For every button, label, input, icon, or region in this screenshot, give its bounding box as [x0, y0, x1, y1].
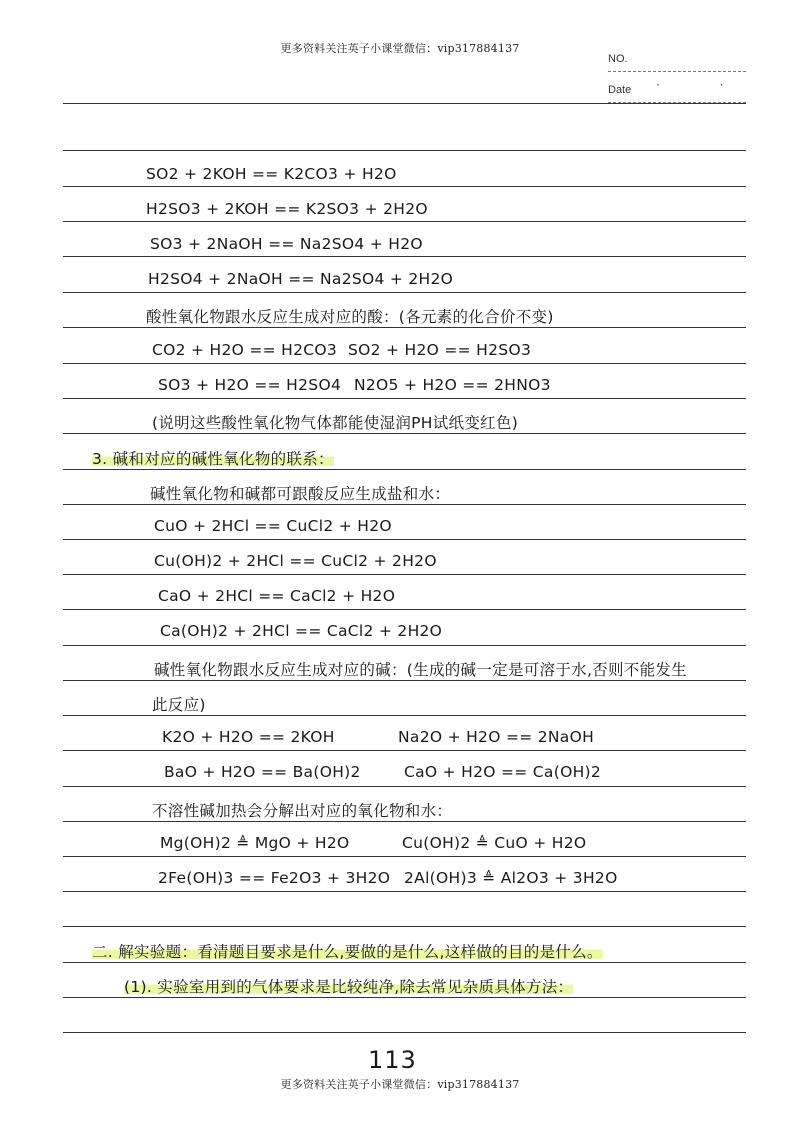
- section-heading-text: 二. 解实验题：看清题目要求是什么,要做的是什么,这样做的目的是什么。: [92, 943, 603, 961]
- ruled-line: [63, 327, 746, 328]
- ruled-line: [63, 680, 746, 681]
- equation-line: CO2 + H2O == H2CO3: [152, 341, 338, 359]
- equation-line: K2O + H2O == 2KOH: [162, 728, 335, 746]
- ruled-line: [63, 150, 746, 151]
- ruled-line: [63, 574, 746, 575]
- ruled-line: [63, 786, 746, 787]
- note-line: [124, 975, 573, 997]
- note-line-text: (1). 实验室用到的气体要求是比较纯净,除去常见杂质具体方法：: [124, 978, 574, 996]
- page-number: 113: [368, 1046, 417, 1074]
- ruled-line: [63, 856, 746, 857]
- section-heading-text: 3. 碱和对应的碱性氧化物的联系：: [92, 450, 334, 468]
- ruled-line: [63, 539, 746, 540]
- ruled-line: [63, 926, 746, 927]
- equation-line: Cu(OH)2 ≜ CuO + H2O: [402, 834, 587, 852]
- note-line: 碱性氧化物跟水反应生成对应的碱：(生成的碱一定是可溶于水,否则不能发生: [154, 661, 687, 679]
- ruled-line: [63, 363, 746, 364]
- note-line: 酸性氧化物跟水反应生成对应的酸：(各元素的化合价不变): [146, 308, 554, 326]
- ruled-line: [63, 962, 746, 963]
- note-line: (说明这些酸性氧化物气体都能使湿润PH试纸变红色): [152, 414, 519, 432]
- ruled-line: [63, 715, 746, 716]
- equation-line: CuO + 2HCl == CuCl2 + H2O: [154, 517, 392, 535]
- section-heading: [92, 940, 603, 962]
- header-watermark: 更多资料关注英子小课堂微信：vip317884137: [280, 42, 520, 55]
- date-label: Date: [608, 84, 632, 96]
- ruled-line: [63, 1032, 746, 1033]
- equation-line: N2O5 + H2O == 2HNO3: [354, 376, 551, 394]
- equation-line: H2SO3 + 2KOH == K2SO3 + 2H2O: [146, 200, 428, 218]
- date-dots: · ·: [656, 78, 752, 92]
- ruled-line: [63, 609, 746, 610]
- footer-watermark: 更多资料关注英子小课堂微信：vip317884137: [280, 1078, 520, 1091]
- ruled-line: [63, 398, 746, 399]
- equation-line: CaO + 2HCl == CaCl2 + H2O: [158, 587, 396, 605]
- note-line: 碱性氧化物和碱都可跟酸反应生成盐和水：: [150, 485, 451, 503]
- ruled-line: [63, 186, 746, 187]
- ruled-line: [63, 997, 746, 998]
- ruled-line: [63, 256, 746, 257]
- equation-line: SO2 + 2KOH == K2CO3 + H2O: [146, 165, 397, 183]
- ruled-line: [63, 821, 746, 822]
- ruled-line: [63, 469, 746, 470]
- ruled-line: [63, 292, 746, 293]
- note-line: 不溶性碱加热会分解出对应的氧化物和水：: [152, 802, 453, 820]
- equation-line: SO3 + 2NaOH == Na2SO4 + H2O: [150, 235, 423, 253]
- section-heading: [92, 447, 334, 469]
- equation-line: Ca(OH)2 + 2HCl == CaCl2 + 2H2O: [160, 622, 443, 640]
- ruled-line: [63, 891, 746, 892]
- equation-line: 2Fe(OH)3 == Fe2O3 + 3H2O: [158, 869, 391, 887]
- equation-line: Mg(OH)2 ≜ MgO + H2O: [160, 834, 350, 852]
- note-line: 此反应): [152, 696, 206, 714]
- ruled-line: [63, 103, 746, 104]
- equation-line: SO3 + H2O == H2SO4: [158, 376, 342, 394]
- equation-line: BaO + H2O == Ba(OH)2: [164, 763, 361, 781]
- equation-line: Cu(OH)2 + 2HCl == CuCl2 + 2H2O: [154, 552, 437, 570]
- ruled-line: [63, 221, 746, 222]
- equation-line: Na2O + H2O == 2NaOH: [398, 728, 595, 746]
- ruled-line: [63, 433, 746, 434]
- no-label: NO.: [608, 53, 628, 65]
- ruled-line: [63, 645, 746, 646]
- no-dash-line: [608, 71, 746, 72]
- ruled-line: [63, 750, 746, 751]
- equation-line: CaO + H2O == Ca(OH)2: [404, 763, 602, 781]
- equation-line: SO2 + H2O == H2SO3: [348, 341, 532, 359]
- equation-line: 2Al(OH)3 ≜ Al2O3 + 3H2O: [404, 869, 618, 887]
- equation-line: H2SO4 + 2NaOH == Na2SO4 + 2H2O: [148, 270, 454, 288]
- ruled-line: [63, 504, 746, 505]
